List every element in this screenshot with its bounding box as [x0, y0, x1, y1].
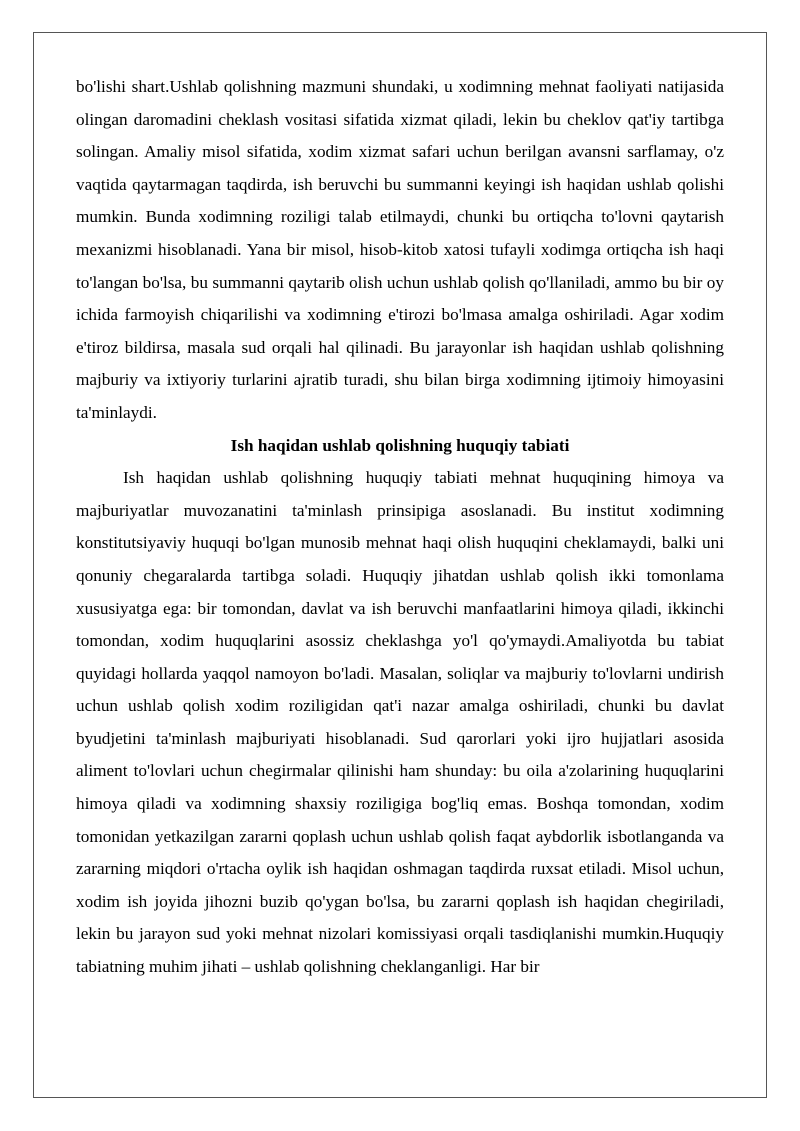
paragraph-continuation: bo'lishi shart.Ushlab qolishning mazmuni shundaki, u xodimning mehnat faoliyati natijasida olingan daromadini cheklash vositasi sifatida xizmat qiladi, lekin bu cheklov qat'iy tartibga solingan. Amaliy misol sifatida, xodim xizmat safari uchun berilgan avansni sarflamay, o'z vaqtida qaytarmagan taqdirda, ish beruvchi bu summanni keyingi ish haqidan ushlab qolishi mumkin. Bunda xodimning roziligi talab etilmaydi, chunki bu ortiqcha to'lovni qaytarish mexanizmi hisoblanadi. Yana bir misol, hisob-kitob xatosi tufayli xodimga ortiqcha ish haqi to'langan bo'lsa, bu summanni qaytarib olish uchun ushlab qolish qo'llaniladi, ammo bu bir oy ichida farmoyish chiqarilishi va xodimning e'tirozi bo'lmasa amalga oshiriladi. Agar xodim e'tiroz bildirsa, masala sud orqali hal qilinadi. Bu jarayonlar ish haqidan ushlab qolishning majburiy va ixtiyoriy turlarini ajratib turadi, shu bilan birga xodimning ijtimoiy himoyasini ta'minlaydi.	[76, 77, 724, 422]
paragraph-legal-nature: Ish haqidan ushlab qolishning huquqiy tabiati mehnat huquqining himoya va majburiyatlar muvozanatini ta'minlash prinsipiga asoslanadi. Bu institut xodimning konstitutsiyaviy huquqi bo'lgan munosib mehnat haqi olish huquqini cheklamaydi, balki uni qonuniy chegaralarda tartibga soladi. Huquqiy jihatdan ushlab qolish ikki tomonlama xususiyatga ega: bir tomondan, davlat va ish beruvchi manfaatlarini himoya qiladi, ikkinchi tomondan, xodim huquqlarini asossiz cheklashga yo'l qo'ymaydi.Amaliyotda bu tabiat quyidagi hollarda yaqqol namoyon bo'ladi. Masalan, soliqlar va majburiy to'lovlarni undirish uchun ushlab qolish xodim roziligidan qat'i nazar amalga oshiriladi, chunki bu davlat byudjetini ta'minlash majburiyati hisoblanadi. Sud qarorlari yoki ijro hujjatlari asosida aliment to'lovlari uchun chegirmalar qilinishi ham shunday: bu oila a'zolarining huquqlarini himoya qiladi va xodimning shaxsiy roziligiga bog'liq emas. Boshqa tomondan, xodim tomonidan yetkazilgan zararni qoplash uchun ushlab qolish faqat aybdorlik isbotlanganda va zararning miqdori o'rtacha oylik ish haqidan oshmagan taqdirda ruxsat etiladi. Misol uchun, xodim ish joyida jihozni buzib qo'ygan bo'lsa, bu zararni qoplash ish haqidan chegiriladi, lekin bu jarayon sud yoki mehnat nizolari komissiyasi orqali tasdiqlanishi mumkin.Huquqiy tabiatning muhim jihati – ushlab qolishning cheklanganligi. Har bir	[76, 468, 724, 977]
document-body	[76, 71, 724, 984]
section-heading: Ish haqidan ushlab qolishning huquqiy tabiati	[230, 435, 570, 455]
